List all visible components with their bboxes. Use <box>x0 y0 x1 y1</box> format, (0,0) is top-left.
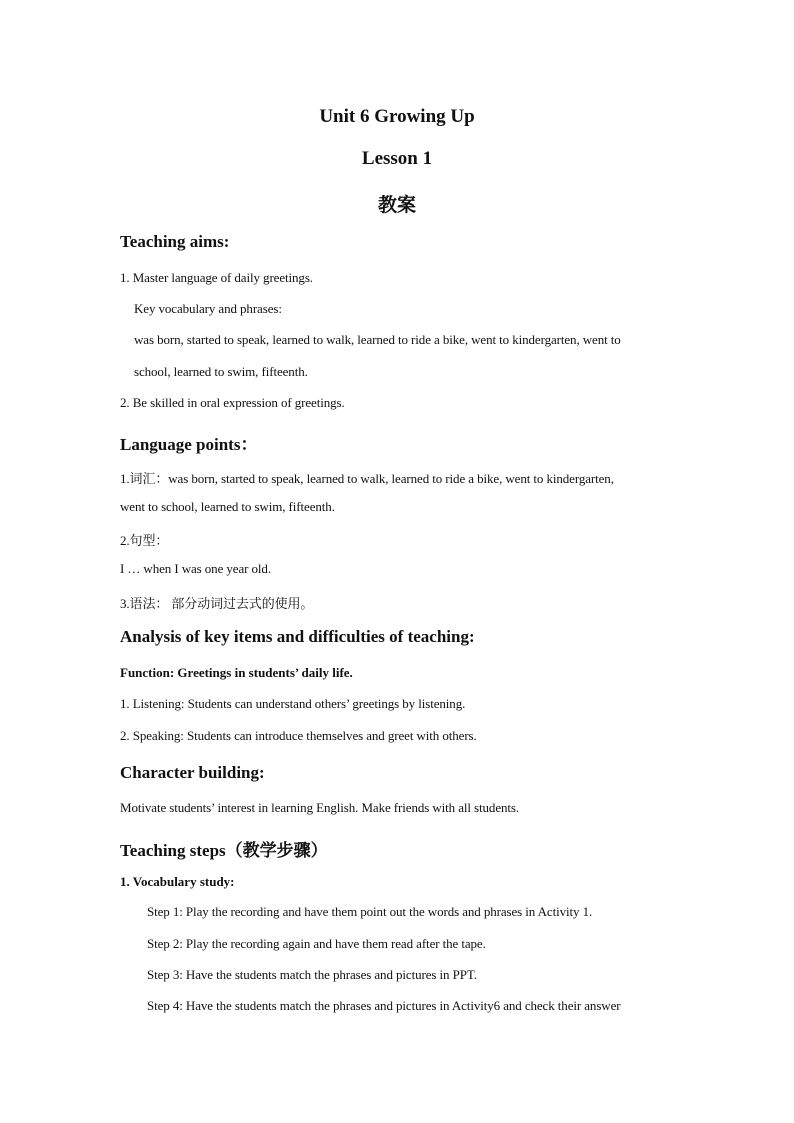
teaching-steps-heading: Teaching steps（教学步骤） <box>120 841 328 860</box>
aim-vocab-line-1: was born, started to speak, learned to walk, learned to ride a bike, went to kindergarten, went to <box>134 332 621 347</box>
lp-sentence: I … when I was one year old. <box>120 561 271 576</box>
language-points-heading: Language points： <box>120 435 258 454</box>
lp-grammar: 3.语法： 部分动词过去式的使用。 <box>120 596 314 611</box>
analysis-heading: Analysis of key items and difficulties of teaching: <box>120 627 475 646</box>
lp-vocab-line-1: 1.词汇：was born, started to speak, learned to walk, learned to ride a bike, went to kindergarten, <box>120 471 614 486</box>
doc-type-title: 教案 <box>377 195 416 216</box>
vocab-study-heading: 1. Vocabulary study: <box>120 874 235 889</box>
analysis-function: Function: Greetings in students’ daily life. <box>120 665 353 680</box>
lesson-title: Lesson 1 <box>361 148 433 169</box>
aim-item-2: 2. Be skilled in oral expression of greetings. <box>120 395 345 410</box>
aim-item-1: 1. Master language of daily greetings. <box>120 270 313 285</box>
unit-title: Unit 6 Growing Up <box>319 106 475 127</box>
lp-vocab-line-2: went to school, learned to swim, fifteenth. <box>120 499 335 514</box>
teaching-aims-heading: Teaching aims: <box>120 232 230 251</box>
step-1: Step 1: Play the recording and have them point out the words and phrases in Activity 1. <box>147 904 593 919</box>
character-text: Motivate students’ interest in learning English. Make friends with all students. <box>120 800 520 815</box>
aim-vocab-line-2: school, learned to swim, fifteenth. <box>134 364 308 379</box>
step-4: Step 4: Have the students match the phrases and pictures in Activity6 and check their answer <box>147 998 621 1013</box>
analysis-listening: 1. Listening: Students can understand others’ greetings by listening. <box>120 696 466 711</box>
step-2: Step 2: Play the recording again and have them read after the tape. <box>147 936 486 951</box>
analysis-speaking: 2. Speaking: Students can introduce themselves and greet with others. <box>120 728 477 743</box>
lp-sentence-label: 2.句型： <box>120 533 169 548</box>
character-heading: Character building: <box>120 763 265 782</box>
step-3: Step 3: Have the students match the phrases and pictures in PPT. <box>147 967 477 982</box>
key-vocab-label: Key vocabulary and phrases: <box>134 301 282 316</box>
